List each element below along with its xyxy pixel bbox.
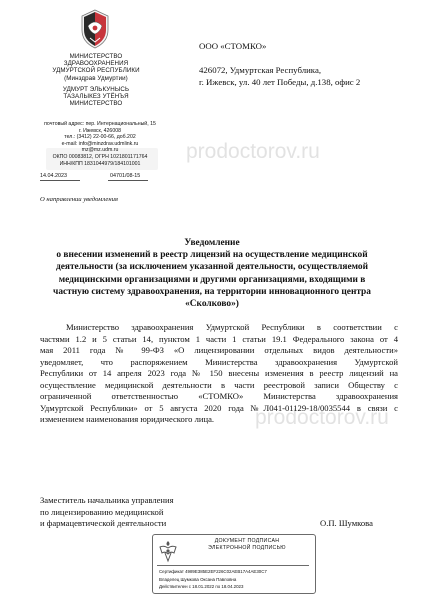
recipient-org: ООО «СТОМКО»: [199, 41, 267, 51]
position-line: по лицензированию медицинской: [40, 506, 164, 517]
ministry-line: ЗДРАВООХРАНЕНИЯ: [63, 60, 129, 68]
recipient-address-line: 426072, Удмуртская Республика,: [199, 65, 322, 75]
body-line: мая 2011 года № 99-ФЗ «О лицензировании отдельных видов деятельности»: [40, 345, 398, 355]
contact-email[interactable]: e-mail: info@minzdrav.udmlink.ru: [61, 140, 139, 147]
signatory-position: [40, 495, 230, 530]
ministry-line: ТАЗАЛЫКЕЗ УТЁНЪЯ: [63, 93, 129, 101]
republic-emblem-icon: [74, 8, 116, 50]
ministry-line: МИНИСТЕРСТВО: [69, 100, 123, 108]
divider: [157, 565, 309, 566]
body-line: частями 1.2 и 5 статьи 14, пунктом 1 части 1 статьи 19.1 Федерального закона от 4: [40, 333, 398, 344]
certificate-validity: Действителен с 18.01.2022 по 18.04.2023: [159, 584, 244, 590]
ministry-line: УДМУРТСКОЙ РЕСПУБЛИКИ: [52, 67, 140, 75]
divider: [108, 180, 148, 181]
ministry-line: УДМУРТ ЭЛЬКУНЫСЬ: [62, 85, 130, 93]
registration-number: 04701/08-15: [110, 173, 141, 179]
title-line: «Сколково»): [185, 299, 239, 310]
recipient-address-line: г. Ижевск, ул. 40 лет Победы, д.138, офис 2: [199, 77, 361, 87]
ministry-line: МИНИСТЕРСТВО: [69, 53, 123, 60]
watermark: prodoctorov.ru: [186, 140, 320, 163]
e-signature-header-line: ДОКУМЕНТ ПОДПИСАН: [214, 538, 280, 544]
ministry-name: [40, 53, 152, 107]
position-line: и фармацевтической деятельности: [40, 518, 167, 529]
document-body: [40, 322, 398, 426]
title-line: частную систему здравоохранения, на территории инновационного центра: [53, 286, 371, 297]
faded-stamp: [46, 148, 158, 170]
contact-email[interactable]: mz@mz.udm.ru: [81, 147, 119, 154]
electronic-signature-stamp: [152, 534, 316, 594]
title-line: о внесении изменений в реестр лицензий на осуществление медицинской: [56, 250, 368, 261]
spacer: [199, 52, 399, 64]
body-line: ограниченной ответственностью «СТОМКО» Министерства здравоохранения: [40, 391, 398, 401]
registration-date: 14.04.2023: [40, 173, 67, 179]
contact-line: г. Ижевск, 426008: [79, 127, 121, 134]
e-signature-header: [183, 538, 311, 551]
recipient-block: [199, 40, 399, 88]
certificate-owner: Владелец Шумкова Оксана Павловна: [159, 576, 237, 582]
document-title: [22, 237, 402, 310]
body-line: изменением наименования юридического лица.: [40, 414, 215, 424]
title-line: Уведомление: [184, 238, 240, 248]
body-line: Удмуртской Республики» от 5 августа 2020 года №Л041-01129-18/0035544 в связи с: [40, 402, 398, 413]
title-line: медицинскими организациями и другими организациями, входящими в: [58, 274, 366, 285]
contact-line: почтовый адрес: пер. Интернациональный, 15: [44, 121, 156, 127]
ministry-line: (Минздрав Удмуртии): [64, 74, 128, 82]
watermark: prodoctorov.ru: [255, 406, 389, 429]
certificate-id: Сертификат 4989E385E2EF226C02AEB17A4AE30C7: [159, 569, 267, 574]
contact-line: тел.: (3412) 22-00-66, доб.202: [64, 134, 136, 141]
reference-note: О направлении уведомления: [40, 196, 118, 203]
coat-of-arms-icon: [157, 539, 179, 563]
contact-line: ОКПО 00083812, ОГРН 1021801171764: [52, 153, 148, 160]
signatory-name: О.П. Шумкова: [320, 518, 373, 528]
e-signature-header-line: ЭЛЕКТРОННОЙ ПОДПИСЬЮ: [208, 544, 286, 551]
body-line: уведомляет, что распоряжением Министерства здравоохранения Удмуртской: [40, 356, 398, 367]
e-signature-details: [159, 568, 311, 591]
contact-line: ИНН/КПП 1831044979/184101001: [59, 160, 141, 167]
position-line: Заместитель начальника управления: [40, 495, 174, 505]
body-line: Республики от 14 апреля 2023 года № 150 внесены изменения в реестр лицензий на: [40, 368, 398, 378]
title-line: деятельности (за исключением указанной деятельности, осуществляемой: [55, 262, 369, 273]
body-line: осуществление медицинской деятельности в части реестровой записи Обществу с: [40, 379, 398, 390]
body-line: Министерство здравоохранения Удмуртской Республики в соответствии с: [66, 322, 398, 332]
divider: [40, 180, 80, 181]
